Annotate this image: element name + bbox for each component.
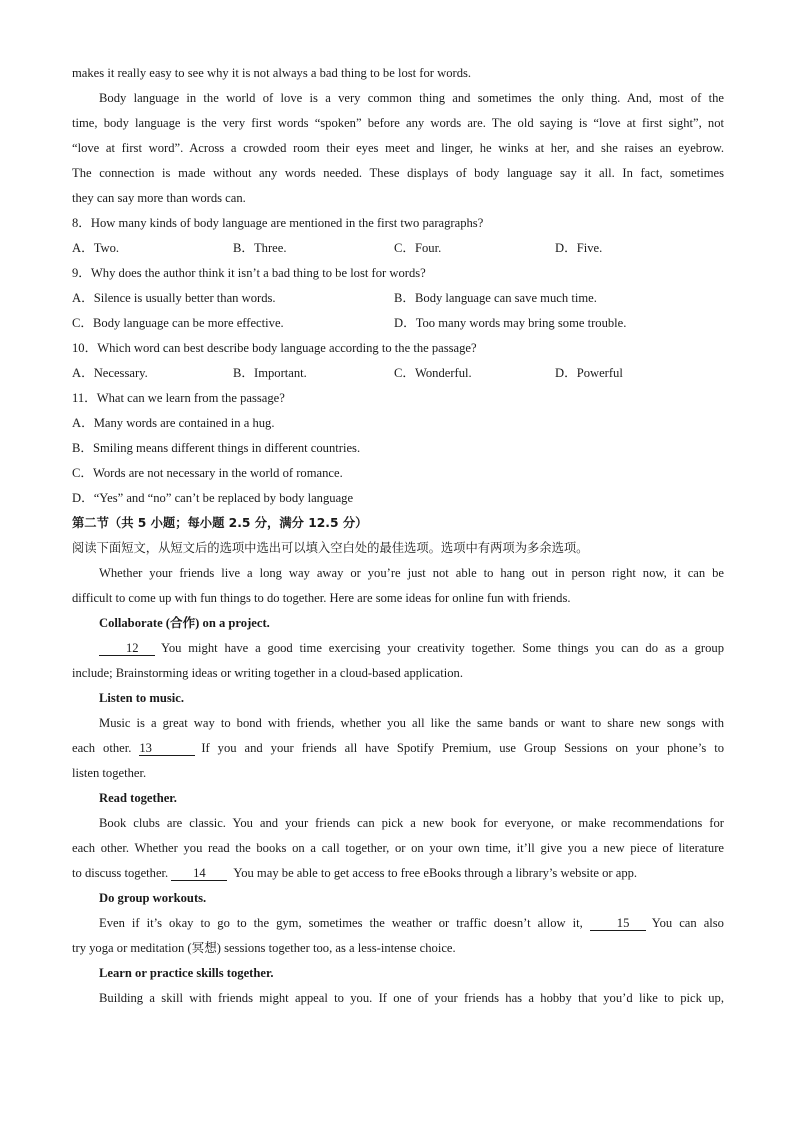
subsection-heading: Listen to music.: [99, 691, 185, 705]
intro-paragraph: [72, 561, 724, 611]
subsection-heading: Read together.: [99, 791, 177, 805]
paragraph-line: The connection is made without any words needed. These displays of body language say it all. In fact, sometimes: [72, 166, 724, 180]
option-row: [72, 286, 724, 311]
paragraph-line: try yoga or meditation (冥想) sessions together too, as a less-intense choice.: [72, 941, 456, 955]
option-a: A．Many words are contained in a hug.: [72, 416, 275, 430]
paragraph-tail: makes it really easy to see why it is not always a bad thing to be lost for words.: [72, 66, 472, 80]
question-stem: 11．What can we learn from the passage?: [72, 391, 285, 405]
option-c: C．Body language can be more effective.: [72, 316, 284, 330]
paragraph-line: Body language in the world of love is a very common thing and sometimes the only thing. And, most of the: [99, 91, 724, 105]
option-d: D．Too many words may bring some trouble.: [394, 316, 627, 330]
paragraph-line: “love at first word”. Across a crowded room their eyes meet and linger, he winks at her, and she raises an eyebrow.: [72, 141, 724, 155]
option-c: C．Four.: [394, 241, 442, 255]
option-a: A．Two.: [72, 241, 120, 255]
document-page: [72, 61, 724, 1011]
subsection-music: [72, 686, 724, 786]
paragraph-line: each other. Whether you read the books on a call together, or on your own time, it’ll give you a new piece of literature: [72, 841, 724, 855]
section-heading: 第二节（共 5 小题；每小题 2.5 分，满分 12.5 分）: [72, 516, 368, 530]
paragraph-line: listen together.: [72, 766, 147, 780]
option-c: C．Words are not necessary in the world of romance.: [72, 466, 343, 480]
subsection-read: [72, 786, 724, 886]
question-9: [72, 261, 724, 336]
question-stem: 10．Which word can best describe body language according to the the passage?: [72, 341, 477, 355]
line-text: You may be able to get access to free eBooks through a library’s website or app.: [233, 866, 638, 880]
subsection-heading: Collaborate (合作) on a project.: [99, 616, 270, 630]
paragraph-line: Whether your friends live a long way away or you’re just not able to hang out in person right now, it can be: [99, 566, 724, 580]
paragraph-line: include; Brainstorming ideas or writing together in a cloud-based application.: [72, 666, 464, 680]
paragraph-line: [72, 861, 724, 886]
option-b: B．Important.: [233, 366, 307, 380]
line-text: You might have a good time exercising your creativity together. Some things you can do as a group: [161, 641, 724, 655]
paragraph-line: time, body language is the very first words “spoken” before any words are. The old saying is “love at first sight”, not: [72, 116, 724, 130]
blank-15[interactable]: 15: [590, 916, 646, 931]
option-row: [72, 236, 724, 261]
paragraph-line: [72, 736, 724, 761]
subsection-heading: Learn or practice skills together.: [99, 966, 274, 980]
question-stem: 9．Why does the author think it isn’t a bad thing to be lost for words?: [72, 266, 426, 280]
subsection-collaborate: [72, 611, 724, 686]
paragraph-line: Music is a great way to bond with friends, whether you all like the same bands or want to share new songs with: [99, 716, 724, 730]
option-a: A．Necessary.: [72, 366, 148, 380]
question-stem: 8．How many kinds of body language are mentioned in the first two paragraphs?: [72, 216, 484, 230]
line-text: You can also: [651, 916, 724, 930]
paragraph-line: [72, 636, 724, 661]
option-b: B．Body language can save much time.: [394, 291, 597, 305]
paragraph-body-language-love: [72, 86, 724, 211]
section-instruction: 阅读下面短文，从短文后的选项中选出可以填入空白处的最佳选项。选项中有两项为多余选项。: [72, 541, 589, 555]
paragraph-line: Building a skill with friends might appeal to you. If one of your friends has a hobby that you’d like to pick up,: [99, 991, 724, 1005]
option-b: B．Smiling means different things in different countries.: [72, 441, 361, 455]
paragraph-line: [72, 911, 724, 936]
line-text: to discuss together.: [72, 866, 169, 880]
line-text: If you and your friends all have Spotify Premium, use Group Sessions on your phone’s to: [201, 741, 724, 755]
option-d: D．“Yes” and “no” can’t be replaced by body language: [72, 491, 354, 505]
paragraph-line: Book clubs are classic. You and your friends can pick a new book for everyone, or make recommendations for: [99, 816, 724, 830]
option-b: B．Three.: [233, 241, 287, 255]
paragraph-line: they can say more than words can.: [72, 191, 246, 205]
subsection-heading: Do group workouts.: [99, 891, 207, 905]
question-10: [72, 336, 724, 386]
option-c: C．Wonderful.: [394, 366, 472, 380]
question-11: [72, 386, 724, 511]
line-text: Even if it’s okay to go to the gym, sometimes the weather or traffic doesn’t allow it,: [99, 916, 583, 930]
option-a: A．Silence is usually better than words.: [72, 291, 276, 305]
option-row: [72, 311, 724, 336]
line-text: each other.: [72, 741, 132, 755]
blank-14[interactable]: 14: [171, 866, 227, 881]
blank-12[interactable]: 12: [99, 641, 155, 656]
option-d: D．Powerful: [555, 366, 623, 380]
option-d: D．Five.: [555, 241, 603, 255]
subsection-skills: [72, 961, 724, 1011]
option-row: [72, 361, 724, 386]
paragraph-line: difficult to come up with fun things to do together. Here are some ideas for online fun with friends.: [72, 591, 571, 605]
blank-13[interactable]: 13: [139, 741, 195, 756]
question-8: [72, 211, 724, 261]
subsection-workouts: [72, 886, 724, 961]
